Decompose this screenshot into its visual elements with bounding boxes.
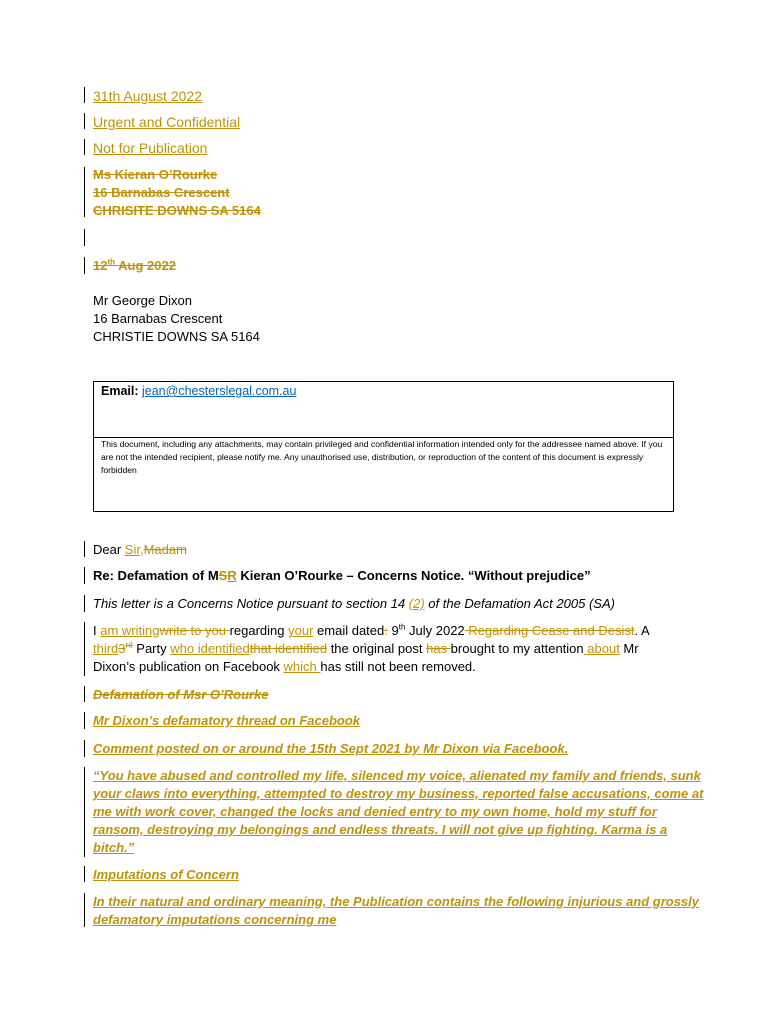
email-disclaimer-box bbox=[93, 381, 674, 512]
quote-line: me with work cover, changed the locks and denied entry to my own home, hold my stuff for bbox=[93, 804, 657, 819]
recipient-name: Mr George Dixon bbox=[93, 293, 192, 308]
change-bar bbox=[84, 87, 85, 103]
para-line-2: third3rd Party who identifiedthat identified the original post has brought to my attention about Mr bbox=[93, 640, 639, 656]
change-bar bbox=[84, 686, 85, 702]
change-bar bbox=[84, 595, 85, 612]
thread-heading: Mr Dixon’s defamatory thread on Facebook bbox=[93, 713, 361, 728]
deleted-heading: Defamation of Msr O’Rourke bbox=[93, 687, 269, 702]
quote-line: bitch.” bbox=[93, 840, 135, 855]
change-bar bbox=[84, 139, 85, 155]
change-bar bbox=[84, 740, 85, 757]
comment-heading: Comment posted on or around the 15th Sept 2021 by Mr Dixon via Facebook. bbox=[93, 741, 569, 756]
urgent-confidential: Urgent and Confidential bbox=[93, 114, 241, 130]
change-bar bbox=[84, 541, 85, 557]
change-bar bbox=[84, 767, 85, 857]
para-line-1: I am writingwrite to you regarding your email dated: 9th July 2022 Regarding Cease and Desist. A bbox=[93, 622, 650, 638]
letter-date: 31th August 2022 bbox=[93, 88, 202, 104]
natural-meaning-line: In their natural and ordinary meaning, the Publication contains the following injurious and grossly bbox=[93, 894, 700, 909]
change-bar bbox=[84, 622, 85, 676]
old-address-line: Ms Kieran O’Rourke bbox=[93, 167, 218, 182]
intro-line: This letter is a Concerns Notice pursuant to section 14 (2) of the Defamation Act 2005 (SA) bbox=[93, 596, 615, 611]
natural-meaning-line: defamatory imputations concerning me bbox=[93, 912, 337, 927]
change-bar bbox=[84, 567, 85, 584]
change-bar bbox=[84, 866, 85, 882]
quote-line: ransom, destroying my belongings and endless threats. I will not give up fighting. Karma is a bbox=[93, 822, 668, 837]
change-bar bbox=[84, 257, 85, 274]
old-date: 12th Aug 2022 bbox=[93, 257, 176, 273]
recipient-city: CHRISTIE DOWNS SA 5164 bbox=[93, 329, 260, 344]
email-link[interactable]: jean@chesterslegal.com.au bbox=[142, 384, 297, 398]
change-bar bbox=[84, 167, 85, 217]
para-line-3: Dixon’s publication on Facebook which has still not been removed. bbox=[93, 659, 476, 674]
disclaimer-text: This document, including any attachments, may contain privileged and confidential information intended only for the addressee named above. If you are not the intended recipient, please notify me. Any unauthorised use, distribution, or reproduction of the content of this document is expressly forbidden bbox=[101, 439, 663, 475]
quote-line: your claws into everything, attempted to destroy my business, reported false accusations, come at bbox=[93, 786, 704, 801]
salutation: Dear Sir,Madam bbox=[93, 542, 187, 557]
quote-line: “You have abused and controlled my life, silenced my voice, alienated my family and friends, sunk bbox=[93, 768, 701, 783]
recipient-street: 16 Barnabas Crescent bbox=[93, 311, 223, 326]
old-address-line: 16 Barnabas Crescent bbox=[93, 185, 230, 200]
re-line: Re: Defamation of MSR Kieran O’Rourke – Concerns Notice. “Without prejudice” bbox=[93, 568, 591, 583]
email-label: Email: bbox=[101, 384, 142, 398]
change-bar bbox=[84, 893, 85, 927]
change-bar bbox=[84, 229, 85, 246]
not-for-publication: Not for Publication bbox=[93, 140, 208, 156]
change-bar bbox=[84, 712, 85, 729]
change-bar bbox=[84, 113, 85, 129]
old-address-line: CHRISITE DOWNS SA 5164 bbox=[93, 203, 261, 218]
imputations-heading: Imputations of Concern bbox=[93, 867, 239, 882]
email-row bbox=[101, 384, 296, 398]
